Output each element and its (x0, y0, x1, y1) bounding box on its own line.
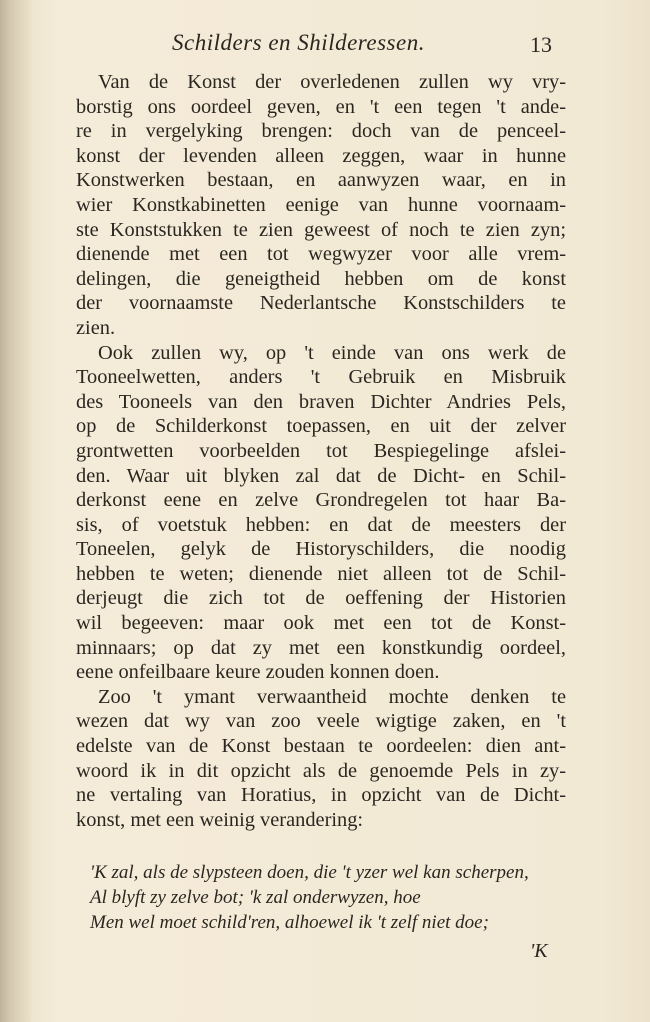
text-line: Konstwerken bestaan, en aanwyzen waar, en in (76, 169, 566, 192)
page-gutter (0, 0, 32, 1022)
text-line: hebben te weten; dienende niet alleen tot de Schil- (76, 562, 566, 585)
paragraph-2 (76, 341, 566, 685)
text-line: Ook zullen wy, op 't einde van ons werk de (98, 341, 566, 364)
text-line: ne vertaling van Horatius, in opzicht van de Dicht- (76, 784, 566, 807)
text-line: borstig ons oordeel geven, en 't een tegen 't ande- (76, 95, 566, 118)
page-number: 13 (530, 32, 552, 57)
verse-line: 'K zal, als de slypsteen doen, die 't yzer wel kan scherpen, (90, 862, 529, 883)
catchword: 'K (530, 940, 548, 962)
verse-line: Al blyft zy zelve bot; 'k zal onderwyzen, hoe (90, 887, 421, 908)
text-line: delingen, die geneigtheid hebben om de konst (76, 267, 566, 290)
text-line: konst, met een weinig verandering: (76, 808, 364, 831)
text-line: wezen dat wy van zoo veele wigtige zaken, en 't (76, 710, 566, 733)
text-line: derkonst eene en zelve Grondregelen tot haar Ba- (76, 489, 566, 512)
paragraph-3 (76, 685, 566, 833)
text-line: grontwetten voorbeelden tot Bespiegelinge afslei- (76, 439, 566, 462)
text-line: wier Konstkabinetten eenige van hunne voornaam- (76, 193, 566, 216)
text-line: eene onfeilbaare keure zouden konnen doen. (76, 661, 440, 684)
text-line: konst der levenden alleen zeggen, waar in hunne (76, 144, 566, 167)
text-line: ste Konststukken te zien geweest of noch te zien zyn; (76, 218, 566, 241)
paragraph-1 (76, 70, 566, 341)
text-line: minnaars; op dat zy met een konstkundig oordeel, (76, 636, 566, 659)
page-header (0, 30, 650, 62)
running-title: Schilders en Shilderessen. (172, 30, 425, 55)
text-line: den. Waar uit blyken zal dat de Dicht- en Schil- (76, 464, 566, 487)
text-line: dienende met een tot wegwyzer voor alle vrem- (76, 243, 566, 266)
text-line: derjeugt die zich tot de oeffening der Historien (76, 587, 566, 610)
text-line: der voornaamste Nederlantsche Konstschilders te (76, 292, 566, 315)
verse-line: Men wel moet schild'ren, alhoewel ik 't zelf niet doe; (90, 912, 489, 933)
body-text (76, 70, 566, 832)
text-line: Tooneelwetten, anders 't Gebruik en Misbruik (76, 366, 566, 389)
text-line: des Tooneels van den braven Dichter Andries Pels, (76, 390, 566, 413)
text-line: Zoo 't ymant verwaantheid mochte denken te (98, 685, 566, 708)
verse-quotation (90, 860, 570, 935)
text-line: Toneelen, gelyk de Historyschilders, die noodig (76, 538, 566, 561)
text-line: sis, of voetstuk hebben: en dat de meesters der (76, 513, 566, 536)
text-line: re in vergelyking brengen: doch van de penceel- (76, 120, 566, 143)
text-line: wil begeeven: maar ook met een tot de Konst- (76, 612, 566, 635)
text-line: zien. (76, 316, 116, 339)
text-line: edelste van de Konst bestaan te oordeelen: dien ant- (76, 735, 566, 758)
text-line: Van de Konst der overledenen zullen wy vry- (98, 71, 566, 93)
text-line: woord ik in dit opzicht als de genoemde Pels in zy- (76, 759, 566, 782)
text-line: op de Schilderkonst toepassen, en uit der zelver (76, 415, 566, 438)
